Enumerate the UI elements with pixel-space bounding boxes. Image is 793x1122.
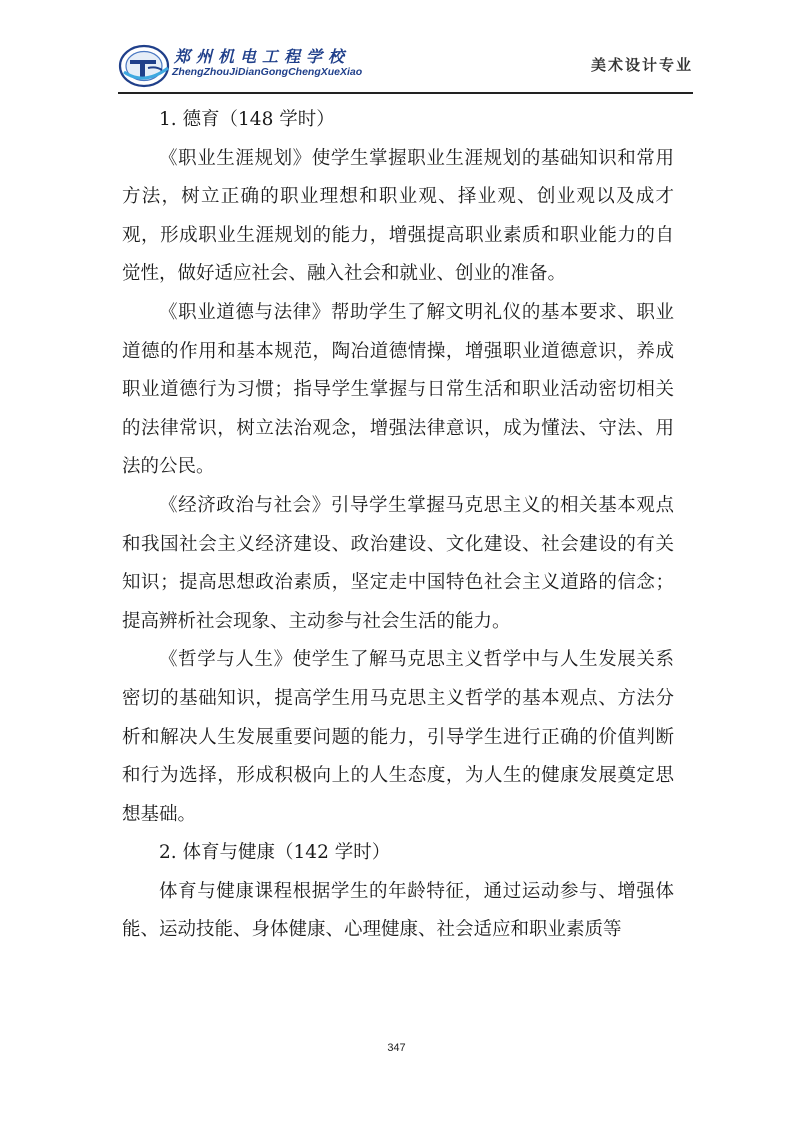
major-label: 美术设计专业 <box>590 56 693 74</box>
paragraph: 《哲学与人生》使学生了解马克思主义哲学中与人生发展关系密切的基础知识，提高学生用马克思主义哲学的基本观点、方法分析和解决人生发展重要问题的能力，引导学生进行正确的价值判断和行为选择，形成积极向上的人生态度，为人生的健康发展奠定思想基础。 <box>122 649 674 825</box>
school-name-cn: 郑州机电工程学校 <box>174 47 351 66</box>
header-divider <box>118 92 693 94</box>
paragraph: 《职业生涯规划》使学生掌握职业生涯规划的基础知识和常用方法，树立正确的职业理想和职业观、择业观、创业观以及成才观，形成职业生涯规划的能力，增强提高职业素质和职业能力的自觉性，做好适应社会、融入社会和就业、创业的准备。 <box>122 147 674 285</box>
paragraph: 体育与健康课程根据学生的年龄特征，通过运动参与、增强体能、运动技能、身体健康、心理健康、社会适应和职业素质等 <box>122 880 674 941</box>
page-header <box>118 40 693 96</box>
school-logo-icon <box>118 42 174 90</box>
paragraph: 《经济政治与社会》引导学生掌握马克思主义的相关基本观点和我国社会主义经济建设、政治建设、文化建设、社会建设的有关知识；提高思想政治素质，坚定走中国特色社会主义道路的信念；提高辨析社会现象、主动参与社会生活的能力。 <box>122 494 674 632</box>
page-number: 347 <box>387 1042 406 1054</box>
section-heading: 2. 体育与健康（142 学时） <box>159 842 391 864</box>
school-name-en: ZhengZhouJiDianGongChengXueXiao <box>172 66 363 78</box>
paragraph: 《职业道德与法律》帮助学生了解文明礼仪的基本要求、职业道德的作用和基本规范，陶冶道德情操，增强职业道德意识，养成职业道德行为习惯；指导学生掌握与日常生活和职业活动密切相关的法律常识，树立法治观念，增强法律意识，成为懂法、守法、用法的公民。 <box>122 301 674 478</box>
document-body <box>122 101 674 950</box>
section-heading: 1. 德育（148 学时） <box>159 109 335 130</box>
